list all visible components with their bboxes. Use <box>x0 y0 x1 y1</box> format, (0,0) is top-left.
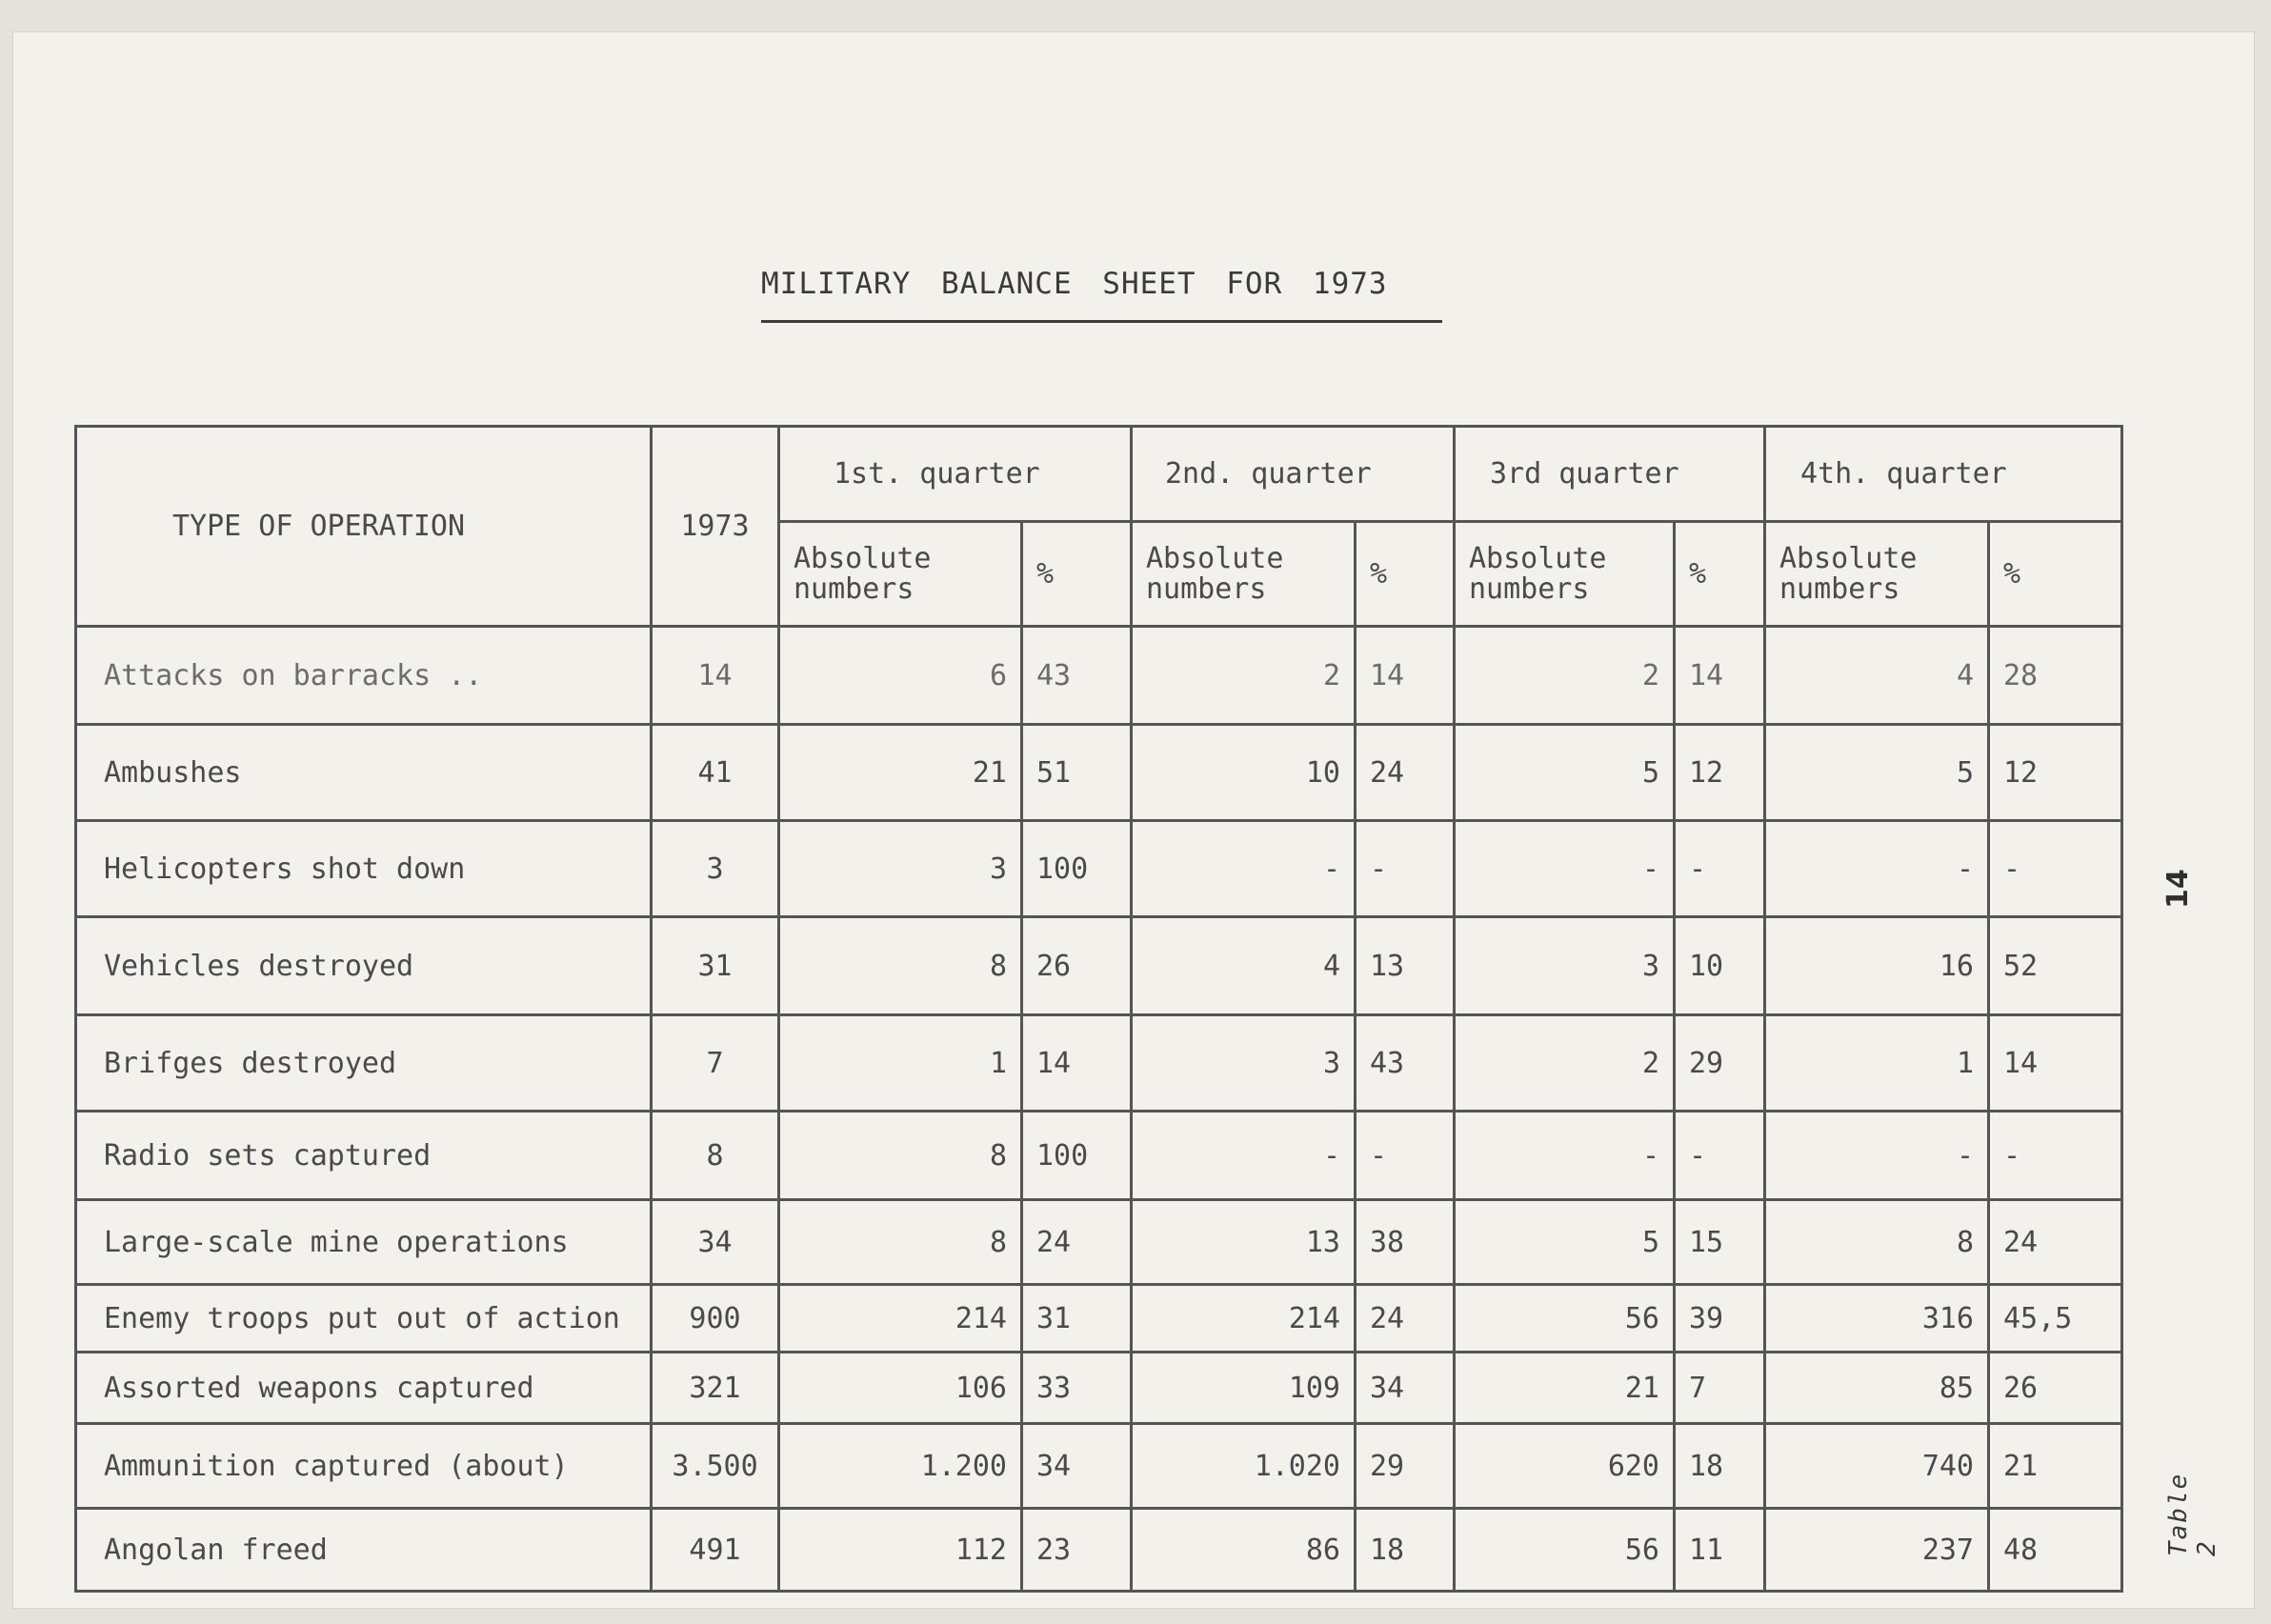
header-q2-percent: % <box>1356 522 1455 627</box>
cell-q3-absolute: 5 <box>1455 1200 1675 1285</box>
table-body <box>76 627 2122 1592</box>
cell-q3-absolute: - <box>1455 1112 1675 1200</box>
table-label: Table 2 <box>2164 1472 2221 1556</box>
cell-q2-percent: 43 <box>1356 1015 1455 1112</box>
cell-q1-absolute: 21 <box>779 725 1022 821</box>
header-q3-absolute: Absolute numbers <box>1455 522 1675 627</box>
balance-table <box>74 425 2123 1593</box>
cell-q2-absolute: 13 <box>1132 1200 1356 1285</box>
cell-q3-percent: 7 <box>1675 1353 1765 1424</box>
title-underline <box>761 320 1442 323</box>
table-row <box>76 1424 2122 1509</box>
cell-q2-percent: 24 <box>1356 725 1455 821</box>
cell-q1-percent: 24 <box>1022 1200 1132 1285</box>
page-number: 14 <box>2161 869 2195 909</box>
cell-q4-percent: 48 <box>1989 1509 2122 1592</box>
header-quarter-1: 1st. quarter <box>779 427 1132 522</box>
cell-q1-absolute: 1 <box>779 1015 1022 1112</box>
cell-q4-absolute: - <box>1765 821 1989 917</box>
row-label: Ammunition captured (about) <box>76 1424 652 1509</box>
cell-1973-total: 41 <box>652 725 779 821</box>
cell-q1-absolute: 8 <box>779 1112 1022 1200</box>
cell-q4-absolute: 16 <box>1765 917 1989 1015</box>
cell-q3-percent: 15 <box>1675 1200 1765 1285</box>
cell-1973-total: 34 <box>652 1200 779 1285</box>
cell-q2-percent: 14 <box>1356 627 1455 725</box>
header-q3-percent: % <box>1675 522 1765 627</box>
row-label: Large-scale mine operations <box>76 1200 652 1285</box>
cell-1973-total: 321 <box>652 1353 779 1424</box>
cell-q2-percent: 29 <box>1356 1424 1455 1509</box>
cell-q2-percent: 24 <box>1356 1285 1455 1353</box>
row-label: Assorted weapons captured <box>76 1353 652 1424</box>
cell-q2-absolute: 1.020 <box>1132 1424 1356 1509</box>
cell-q1-percent: 100 <box>1022 821 1132 917</box>
cell-1973-total: 900 <box>652 1285 779 1353</box>
cell-q3-absolute: - <box>1455 821 1675 917</box>
cell-q2-absolute: 4 <box>1132 917 1356 1015</box>
cell-q4-absolute: 5 <box>1765 725 1989 821</box>
document-sheet <box>13 32 2254 1608</box>
table-row <box>76 917 2122 1015</box>
cell-q3-absolute: 56 <box>1455 1509 1675 1592</box>
cell-q3-percent: 39 <box>1675 1285 1765 1353</box>
row-label: Vehicles destroyed <box>76 917 652 1015</box>
cell-1973-total: 491 <box>652 1509 779 1592</box>
cell-q2-absolute: 214 <box>1132 1285 1356 1353</box>
row-label: Angolan freed <box>76 1509 652 1592</box>
cell-q1-absolute: 1.200 <box>779 1424 1022 1509</box>
cell-q2-absolute: 2 <box>1132 627 1356 725</box>
cell-q4-percent: - <box>1989 821 2122 917</box>
cell-q4-percent: 24 <box>1989 1200 2122 1285</box>
row-label: Enemy troops put out of action <box>76 1285 652 1353</box>
cell-q4-percent: - <box>1989 1112 2122 1200</box>
cell-q4-absolute: 237 <box>1765 1509 1989 1592</box>
cell-q1-percent: 51 <box>1022 725 1132 821</box>
cell-q4-percent: 45,5 <box>1989 1285 2122 1353</box>
cell-q1-percent: 34 <box>1022 1424 1132 1509</box>
cell-q4-percent: 12 <box>1989 725 2122 821</box>
cell-q1-absolute: 112 <box>779 1509 1022 1592</box>
cell-q1-percent: 33 <box>1022 1353 1132 1424</box>
cell-q2-percent: 18 <box>1356 1509 1455 1592</box>
cell-q3-percent: 11 <box>1675 1509 1765 1592</box>
cell-1973-total: 3.500 <box>652 1424 779 1509</box>
header-q1-absolute: Absolute numbers <box>779 522 1022 627</box>
cell-q2-percent: - <box>1356 821 1455 917</box>
cell-q4-absolute: - <box>1765 1112 1989 1200</box>
cell-q4-absolute: 85 <box>1765 1353 1989 1424</box>
header-quarter-2: 2nd. quarter <box>1132 427 1455 522</box>
cell-q1-percent: 31 <box>1022 1285 1132 1353</box>
cell-q3-absolute: 2 <box>1455 627 1675 725</box>
header-q4-absolute: Absolute numbers <box>1765 522 1989 627</box>
table-row <box>76 627 2122 725</box>
table-row <box>76 1015 2122 1112</box>
cell-q4-percent: 26 <box>1989 1353 2122 1424</box>
cell-q4-percent: 14 <box>1989 1015 2122 1112</box>
cell-q2-percent: 13 <box>1356 917 1455 1015</box>
header-type-of-operation: TYPE OF OPERATION <box>76 427 652 627</box>
cell-q3-percent: 10 <box>1675 917 1765 1015</box>
cell-q3-percent: 29 <box>1675 1015 1765 1112</box>
cell-q3-absolute: 5 <box>1455 725 1675 821</box>
row-label: Ambushes <box>76 725 652 821</box>
table-row <box>76 821 2122 917</box>
cell-q4-percent: 21 <box>1989 1424 2122 1509</box>
table-row <box>76 1285 2122 1353</box>
cell-q2-absolute: 109 <box>1132 1353 1356 1424</box>
cell-q3-absolute: 21 <box>1455 1353 1675 1424</box>
cell-q4-absolute: 8 <box>1765 1200 1989 1285</box>
cell-q1-percent: 100 <box>1022 1112 1132 1200</box>
cell-q2-percent: - <box>1356 1112 1455 1200</box>
cell-q1-absolute: 214 <box>779 1285 1022 1353</box>
cell-q3-percent: - <box>1675 821 1765 917</box>
cell-q1-percent: 23 <box>1022 1509 1132 1592</box>
cell-q3-percent: 12 <box>1675 725 1765 821</box>
cell-1973-total: 8 <box>652 1112 779 1200</box>
cell-q4-absolute: 4 <box>1765 627 1989 725</box>
cell-1973-total: 31 <box>652 917 779 1015</box>
cell-q2-percent: 38 <box>1356 1200 1455 1285</box>
cell-q2-absolute: 10 <box>1132 725 1356 821</box>
page-title: MILITARY BALANCE SHEET FOR 1973 <box>761 267 1388 301</box>
table-row <box>76 1200 2122 1285</box>
cell-q1-absolute: 8 <box>779 1200 1022 1285</box>
cell-q3-absolute: 3 <box>1455 917 1675 1015</box>
row-label: Radio sets captured <box>76 1112 652 1200</box>
cell-q4-percent: 28 <box>1989 627 2122 725</box>
cell-q2-absolute: 3 <box>1132 1015 1356 1112</box>
cell-q2-absolute: - <box>1132 1112 1356 1200</box>
cell-q3-percent: 14 <box>1675 627 1765 725</box>
row-label: Attacks on barracks .. <box>76 627 652 725</box>
cell-q3-percent: - <box>1675 1112 1765 1200</box>
header-q1-percent: % <box>1022 522 1132 627</box>
cell-1973-total: 7 <box>652 1015 779 1112</box>
table-row <box>76 1509 2122 1592</box>
cell-q1-absolute: 6 <box>779 627 1022 725</box>
cell-q3-absolute: 620 <box>1455 1424 1675 1509</box>
table-row <box>76 1353 2122 1424</box>
table-row <box>76 1112 2122 1200</box>
cell-q1-percent: 26 <box>1022 917 1132 1015</box>
table-row <box>76 725 2122 821</box>
cell-q4-absolute: 1 <box>1765 1015 1989 1112</box>
cell-q4-absolute: 316 <box>1765 1285 1989 1353</box>
cell-q4-percent: 52 <box>1989 917 2122 1015</box>
header-year: 1973 <box>652 427 779 627</box>
cell-1973-total: 14 <box>652 627 779 725</box>
row-label: Helicopters shot down <box>76 821 652 917</box>
cell-q2-percent: 34 <box>1356 1353 1455 1424</box>
cell-q1-absolute: 3 <box>779 821 1022 917</box>
cell-q3-absolute: 56 <box>1455 1285 1675 1353</box>
cell-q1-absolute: 106 <box>779 1353 1022 1424</box>
cell-q4-absolute: 740 <box>1765 1424 1989 1509</box>
header-quarter-3: 3rd quarter <box>1455 427 1765 522</box>
cell-1973-total: 3 <box>652 821 779 917</box>
cell-q1-percent: 43 <box>1022 627 1132 725</box>
cell-q3-absolute: 2 <box>1455 1015 1675 1112</box>
cell-q2-absolute: - <box>1132 821 1356 917</box>
cell-q1-absolute: 8 <box>779 917 1022 1015</box>
header-q4-percent: % <box>1989 522 2122 627</box>
cell-q1-percent: 14 <box>1022 1015 1132 1112</box>
cell-q3-percent: 18 <box>1675 1424 1765 1509</box>
header-q2-absolute: Absolute numbers <box>1132 522 1356 627</box>
row-label: Brifges destroyed <box>76 1015 652 1112</box>
header-quarter-4: 4th. quarter <box>1765 427 2122 522</box>
cell-q2-absolute: 86 <box>1132 1509 1356 1592</box>
